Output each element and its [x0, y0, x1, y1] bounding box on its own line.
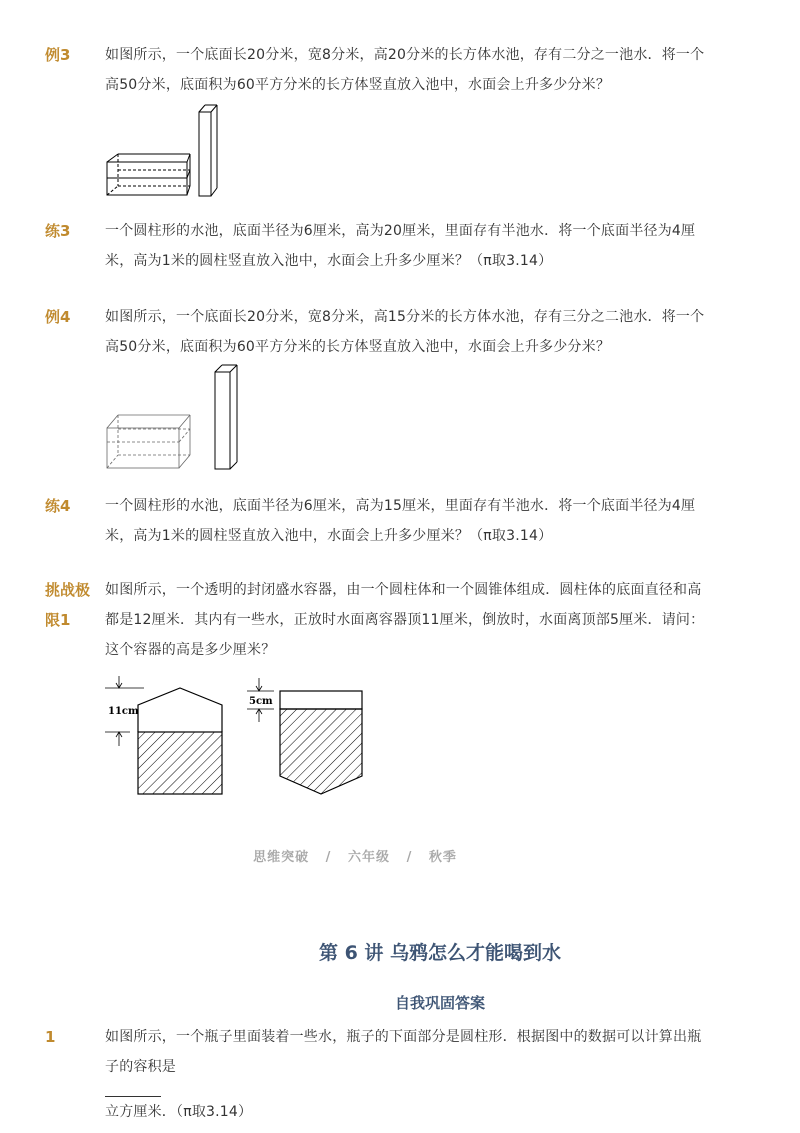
- figure-ex4-box-and-prism: [100, 362, 250, 474]
- problem-label-pr3: 练3: [45, 222, 71, 240]
- problem-label-pr4: 练4: [45, 497, 71, 515]
- problem-label-ex3: 例3: [45, 46, 71, 64]
- footer-term: 秋季: [428, 850, 457, 865]
- answer-label-1: 1: [45, 1028, 56, 1046]
- problem-line: 高50分米，底面积为60平方分米的长方体竖直放入池中，水面会上升多少分米？: [105, 339, 611, 355]
- label-line: 挑战极: [45, 581, 91, 599]
- problem-label-ex4: 例4: [45, 308, 71, 326]
- label-line: 限1: [45, 611, 71, 629]
- problem-line: 米，高为1米的圆柱竖直放入池中，水面会上升多少厘米？（π取3.14）: [105, 253, 553, 269]
- answer-line-after-blank: 立方厘米．（π取3.14）: [105, 1104, 253, 1120]
- problem-line: 如图所示，一个底面长20分米，宽8分米，高20分米的长方体水池，存有二分之一池水．将一个: [105, 47, 705, 63]
- problem-text-ex4: [105, 302, 720, 362]
- footer-separator: /: [406, 850, 413, 865]
- problem-line: 都是12厘米．其内有一些水，正放时水面离容器顶11厘米，倒放时，水面离顶部5厘米．请问：: [105, 612, 705, 628]
- lecture-title: 第 6 讲 乌鸦怎么才能喝到水: [318, 942, 562, 964]
- answer-line-before-blank: 子的容积是: [105, 1059, 176, 1075]
- figure-ex3-box-and-prism: [100, 100, 230, 200]
- figure-label-11cm: 11cm: [108, 706, 139, 717]
- problem-line: 一个圆柱形的水池，底面半径为6厘米，高为15厘米，里面存有半池水．将一个底面半径为4厘: [105, 498, 696, 514]
- problem-line: 如图所示，一个底面长20分米，宽8分米，高15分米的长方体水池，存有三分之二池水．将一个: [105, 309, 705, 325]
- answers-section-title: 自我巩固答案: [394, 994, 485, 1012]
- answer-line: 如图所示，一个瓶子里面装着一些水，瓶子的下面部分是圆柱形．根据图中的数据可以计算出瓶: [105, 1029, 702, 1045]
- problem-text-ex3: [105, 40, 720, 100]
- figure-label-5cm: 5cm: [249, 696, 273, 707]
- problem-line: 这个容器的高是多少厘米？: [105, 642, 276, 658]
- answer-text-1: [105, 1022, 720, 1127]
- problem-line: 如图所示，一个透明的封闭盛水容器，由一个圆柱体和一个圆锥体组成．圆柱体的底面直径和高: [105, 582, 702, 598]
- footer-grade: 六年级: [347, 850, 390, 865]
- problem-text-pr3: [105, 216, 720, 276]
- figure-container-upright-inverted: [100, 668, 370, 803]
- problem-text-pr4: [105, 491, 720, 551]
- problem-line: 高50分米，底面积为60平方分米的长方体竖直放入池中，水面会上升多少分米？: [105, 77, 611, 93]
- footer-series: 思维突破: [253, 850, 310, 865]
- problem-line: 米，高为1米的圆柱竖直放入池中，水面会上升多少厘米？（π取3.14）: [105, 528, 553, 544]
- problem-text-challenge1: [105, 575, 720, 665]
- answer-blank: [105, 1082, 161, 1097]
- page-footer: [0, 846, 710, 865]
- answer-line: [105, 1052, 720, 1127]
- problem-label-challenge1: [45, 575, 101, 635]
- footer-separator: /: [325, 850, 332, 865]
- problem-line: 一个圆柱形的水池，底面半径为6厘米，高为20厘米，里面存有半池水．将一个底面半径为4厘: [105, 223, 696, 239]
